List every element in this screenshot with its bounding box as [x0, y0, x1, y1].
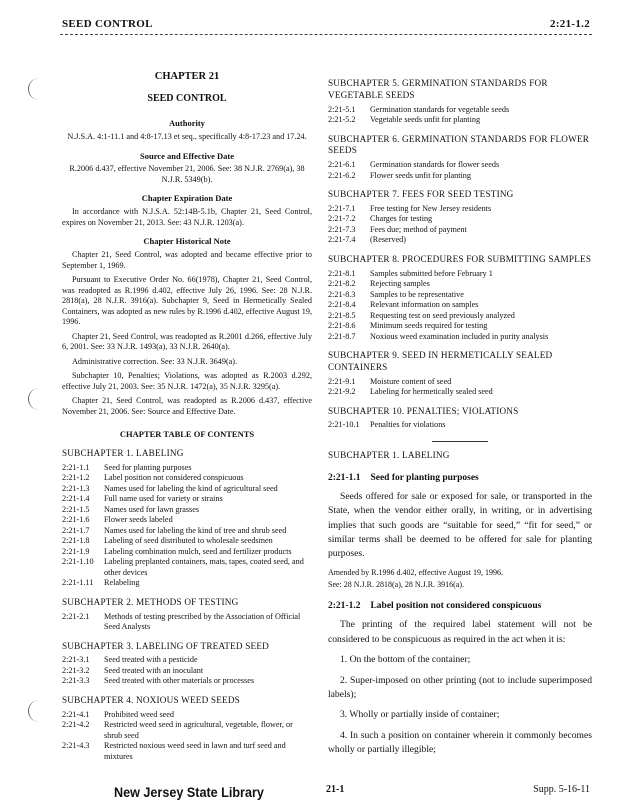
- toc-entry: [62, 505, 312, 516]
- toc-entry: [62, 494, 312, 505]
- toc-entry-number: 2:21-1.1: [62, 462, 90, 472]
- toc-entry-number: 2:21-1.9: [62, 546, 90, 556]
- toc-entry-title: Charges for testing: [370, 214, 433, 224]
- toc-subchapter-title: SUBCHAPTER 10. PENALTIES; VIOLATIONS: [328, 405, 519, 416]
- toc-entry-number: 2:21-8.5: [328, 310, 356, 320]
- toc-entry-number: 2:21-1.6: [62, 515, 90, 525]
- toc-entry-title: Seed for planting purposes: [104, 462, 192, 472]
- toc-entry-title: Flower seeds unfit for planting: [370, 170, 471, 180]
- toc-entry: [62, 463, 312, 474]
- toc-entry-title: Labeling preplanted containers, mats, tapes, coated seed, and other devices: [104, 557, 304, 577]
- toc-entry-number: 2:21-5.1: [328, 104, 356, 114]
- toc-entry-title: Full name used for variety or strains: [104, 494, 223, 504]
- toc-entry-number: 2:21-4.1: [62, 709, 90, 719]
- list-item: 2. Super-imposed on other printing (not to include superimposed labels);: [328, 674, 592, 700]
- toc-subchapter-title: SUBCHAPTER 5. GERMINATION STANDARDS FOR VEGETABLE SEEDS: [328, 78, 548, 100]
- toc-entry-number: 2:21-7.3: [328, 224, 356, 234]
- authority-text: N.J.S.A. 4:1-11.1 and 4:8-17.13 et seq., specifically 4:8-17.23 and 17.24.: [67, 132, 307, 142]
- toc-subchapter-title: SUBCHAPTER 1. LABELING: [62, 448, 184, 459]
- toc-entry-number: 2:21-1.7: [62, 525, 90, 535]
- section-title: Label position not considered conspicuous: [370, 601, 542, 612]
- toc-subchapter-title: SUBCHAPTER 9. SEED IN HERMETICALLY SEALED CONTAINERS: [328, 350, 553, 372]
- history-note: Pursuant to Executive Order No. 66(1978), Chapter 21, Seed Control, was readopted as R.1996 d.402, effective July 26, 1996. See: 28 N.J.R. 2818(a), 28 N.J.R. 3916(a). Subchapter 9, Seed in Hermetically Sealed Containers, was adopted as new rules by R.1996 d.402, effective August 19, 1996.: [62, 275, 312, 327]
- toc-right: [328, 78, 592, 431]
- section-title: Seed for planting purposes: [370, 472, 479, 483]
- toc-entry: [62, 710, 312, 721]
- toc-entry: [62, 473, 312, 484]
- toc-entry: [328, 160, 592, 171]
- toc-entry-title: Flower seeds labeled: [104, 515, 173, 525]
- toc-entry-number: 2:21-10.1: [328, 420, 360, 430]
- toc-entry: [328, 300, 592, 311]
- toc-entry-title: Minimum seeds required for testing: [370, 321, 488, 331]
- expiration-heading: Chapter Expiration Date: [141, 193, 233, 204]
- subchapter-heading: SUBCHAPTER 1. LABELING: [328, 449, 450, 460]
- header-title: SEED CONTROL: [62, 18, 153, 30]
- left-column: [62, 70, 312, 762]
- toc-entry: [62, 536, 312, 547]
- toc-entry: [62, 484, 312, 495]
- toc-entry-title: Labeling of seed distributed to wholesale seedsmen: [104, 536, 273, 546]
- toc-entry-title: Germination standards for flower seeds: [370, 160, 500, 170]
- chapter-number: CHAPTER 21: [154, 71, 220, 82]
- history-note: Chapter 21, Seed Control, was adopted and became effective prior to September 1, 1969.: [62, 250, 312, 270]
- toc-entry: [328, 204, 592, 215]
- history-note: Subchapter 10, Penalties; Violations, was adopted as R.2003 d.292, effective July 21, 2003. See: 35 N.J.R. 1472(a), 35 N.J.R. 3295(a).: [62, 371, 312, 391]
- toc-entry-number: 2:21-5.2: [328, 115, 356, 125]
- toc-entry-title: Penalties for violations: [370, 420, 446, 430]
- toc-entry-number: 2:21-8.1: [328, 268, 356, 278]
- margin-mark: [28, 78, 41, 100]
- chapter-title: SEED CONTROL: [147, 93, 227, 105]
- toc-entry-number: 2:21-4.2: [62, 720, 90, 730]
- toc-entry-title: Fees due; method of payment: [370, 224, 467, 234]
- history-heading: Chapter Historical Note: [143, 236, 231, 247]
- toc-entry-number: 2:21-8.6: [328, 321, 356, 331]
- toc-subchapter-title: SUBCHAPTER 7. FEES FOR SEED TESTING: [328, 189, 514, 200]
- history-note: Chapter 21, Seed Control, was readopted as R.2006 d.437, effective November 21, 2006. See: Source and Effective Date.: [62, 396, 312, 416]
- supplement-date: Supp. 5-16-11: [533, 784, 590, 795]
- toc-entry-number: 2:21-8.4: [328, 300, 356, 310]
- toc-subchapter-title: SUBCHAPTER 2. METHODS OF TESTING: [62, 596, 239, 607]
- toc-entry-number: 2:21-7.2: [328, 214, 356, 224]
- toc-entry: [62, 741, 312, 762]
- library-stamp: New Jersey State Library: [114, 784, 264, 800]
- toc-entry-title: Seed treated with other materials or processes: [104, 676, 255, 686]
- section-heading: [328, 472, 592, 484]
- toc-entry-number: 2:21-1.5: [62, 504, 90, 514]
- section-heading: [328, 600, 592, 612]
- list-item: 1. On the bottom of the container;: [340, 654, 471, 666]
- toc-entry: [62, 578, 312, 589]
- toc-entry: [328, 279, 592, 290]
- toc-entry: [62, 515, 312, 526]
- page-number: 21-1: [326, 784, 345, 795]
- toc-entry: [328, 311, 592, 322]
- separator-rule: [432, 441, 488, 442]
- toc-left: [62, 448, 312, 762]
- toc-entry-title: Requesting test on seed previously analyzed: [370, 310, 515, 320]
- toc-entry-title: Seed treated with a pesticide: [104, 655, 198, 665]
- toc-entry: [62, 526, 312, 537]
- toc-entry: [328, 387, 592, 398]
- toc-entry: [328, 290, 592, 301]
- section-number: 2:21-1.1: [328, 472, 361, 483]
- toc-entry: [328, 105, 592, 116]
- toc-entry-title: Relevant information on samples: [370, 300, 479, 310]
- toc-entry-number: 2:21-8.3: [328, 289, 356, 299]
- toc-subchapter-title: SUBCHAPTER 6. GERMINATION STANDARDS FOR FLOWER SEEDS: [328, 133, 590, 156]
- toc-entry-number: 2:21-7.1: [328, 203, 356, 213]
- source-text: R.2006 d.437, effective November 21, 2006. See: 38 N.J.R. 2769(a), 38 N.J.R. 5349(b).: [69, 164, 305, 184]
- list-item: 3. Wholly or partially inside of container;: [340, 709, 500, 721]
- toc-entry-title: Labeling for hermetically sealed seed: [370, 387, 493, 397]
- header-rule: [60, 34, 592, 35]
- section-body: Seeds offered for sale or exposed for sale, or transported in the State, when the vendor either orally, in writing, or in advertising implies that such goods are “suitable for seed,” “fit for seed,” or similar terms shall be deemed to be offered for sale for planting purposes.: [328, 490, 592, 560]
- margin-mark: [28, 700, 41, 722]
- toc-entry-title: Samples submitted before February 1: [370, 268, 493, 278]
- toc-entry-number: 2:21-1.8: [62, 536, 90, 546]
- toc-entry: [62, 612, 312, 633]
- toc-entry: [328, 225, 592, 236]
- history-note: Chapter 21, Seed Control, was readopted as R.2001 d.266, effective July 6, 2001. See: 33 N.J.R. 1493(a), 33 N.J.R. 2640(a).: [62, 331, 312, 352]
- toc-entry: [328, 332, 592, 343]
- section-number: 2:21-1.2: [328, 601, 361, 612]
- toc-entry: [62, 547, 312, 558]
- toc-entry: [328, 171, 592, 182]
- toc-entry-title: Names used for labeling the kind of agricultural seed: [104, 483, 278, 493]
- toc-entry-title: Rejecting samples: [370, 279, 430, 289]
- toc-entry-title: Prohibited weed seed: [104, 709, 175, 719]
- toc-entry-number: 2:21-4.3: [62, 741, 90, 751]
- toc-entry: [328, 420, 592, 431]
- header-section: 2:21-1.2: [550, 18, 590, 30]
- amendment-note: Amended by R.1996 d.402, effective August 19, 1996.: [328, 567, 503, 577]
- toc-entry-number: 2:21-1.4: [62, 494, 90, 504]
- toc-entry-title: Moisture content of seed: [370, 376, 452, 386]
- toc-entry: [62, 676, 312, 687]
- toc-subchapter-title: SUBCHAPTER 8. PROCEDURES FOR SUBMITTING SAMPLES: [328, 253, 592, 264]
- toc-entry-title: Free testing for New Jersey residents: [370, 203, 492, 213]
- toc-entry-number: 2:21-9.2: [328, 387, 356, 397]
- toc-entry-number: 2:21-1.3: [62, 483, 90, 493]
- toc-entry-title: Noxious weed examination included in purity analysis: [370, 331, 549, 341]
- right-column: [328, 70, 592, 764]
- toc-entry-title: Samples to be representative: [370, 289, 464, 299]
- toc-subchapter-title: SUBCHAPTER 3. LABELING OF TREATED SEED: [62, 640, 270, 651]
- toc-entry-title: Labeling combination mulch, seed and fertilizer products: [104, 546, 292, 556]
- toc-entry: [328, 269, 592, 280]
- running-header: [62, 18, 590, 30]
- toc-entry-number: 2:21-1.10: [62, 557, 94, 567]
- toc-entry-number: 2:21-3.2: [62, 665, 90, 675]
- toc-entry-number: 2:21-3.3: [62, 676, 90, 686]
- toc-entry-title: Vegetable seeds unfit for planting: [370, 115, 481, 125]
- toc-entry-number: 2:21-6.2: [328, 170, 356, 180]
- toc-entry-title: Restricted noxious weed seed in lawn and turf seed and mixtures: [104, 741, 286, 761]
- toc-entry-title: Germination standards for vegetable seeds: [370, 104, 510, 114]
- toc-entry: [62, 655, 312, 666]
- toc-entry-number: 2:21-3.1: [62, 655, 90, 665]
- toc-entry-number: 2:21-1.11: [62, 578, 94, 588]
- toc-entry-title: Restricted weed seed in agricultural, vegetable, flower, or shrub seed: [104, 720, 293, 740]
- amendment-ref: See: 28 N.J.R. 2818(a), 28 N.J.R. 3916(a).: [328, 580, 464, 589]
- toc-entry-title: Names used for lawn grasses: [104, 504, 200, 514]
- toc-entry: [328, 235, 592, 246]
- expiration-text: In accordance with N.J.S.A. 52:14B-5.1b, Chapter 21, Seed Control, expires on November 21, 2013. See: 43 N.J.R. 1203(a).: [62, 207, 312, 227]
- toc-entry: [328, 321, 592, 332]
- toc-entry: [62, 557, 312, 578]
- authority-heading: Authority: [169, 118, 205, 129]
- toc-heading: CHAPTER TABLE OF CONTENTS: [119, 429, 255, 440]
- toc-entry: [328, 115, 592, 126]
- toc-entry-title: Label position not considered conspicuous: [104, 473, 244, 483]
- toc-entry-title: Methods of testing prescribed by the Association of Official Seed Analysts: [104, 611, 301, 632]
- toc-entry-number: 2:21-7.4: [328, 235, 356, 245]
- toc-entry-title: Relabeling: [104, 578, 140, 588]
- toc-entry-title: Seed treated with an inoculant: [104, 665, 204, 675]
- toc-entry-number: 2:21-2.1: [62, 611, 90, 621]
- toc-entry-number: 2:21-9.1: [328, 376, 356, 386]
- toc-entry: [328, 377, 592, 388]
- source-heading: Source and Effective Date: [139, 150, 235, 161]
- toc-entry: [328, 214, 592, 225]
- toc-entry-title: (Reserved): [370, 235, 406, 245]
- section-body: The printing of the required label statement will not be considered to be conspicuous as required in the act when it is:: [328, 619, 592, 645]
- toc-entry-title: Names used for labeling the kind of tree and shrub seed: [104, 525, 287, 535]
- toc-entry-number: 2:21-8.2: [328, 279, 356, 289]
- toc-entry: [62, 666, 312, 677]
- toc-subchapter-title: SUBCHAPTER 4. NOXIOUS WEED SEEDS: [62, 694, 240, 705]
- toc-entry-number: 2:21-6.1: [328, 160, 356, 170]
- toc-entry: [62, 720, 312, 741]
- margin-mark: [28, 388, 41, 410]
- history-notes: [62, 250, 312, 417]
- history-note: Administrative correction. See: 33 N.J.R. 3649(a).: [72, 356, 238, 366]
- list-item: 4. In such a position on container wherein it commonly becomes wholly or partially illegible;: [328, 729, 592, 756]
- toc-entry-number: 2:21-8.7: [328, 331, 356, 341]
- toc-entry-number: 2:21-1.2: [62, 473, 90, 483]
